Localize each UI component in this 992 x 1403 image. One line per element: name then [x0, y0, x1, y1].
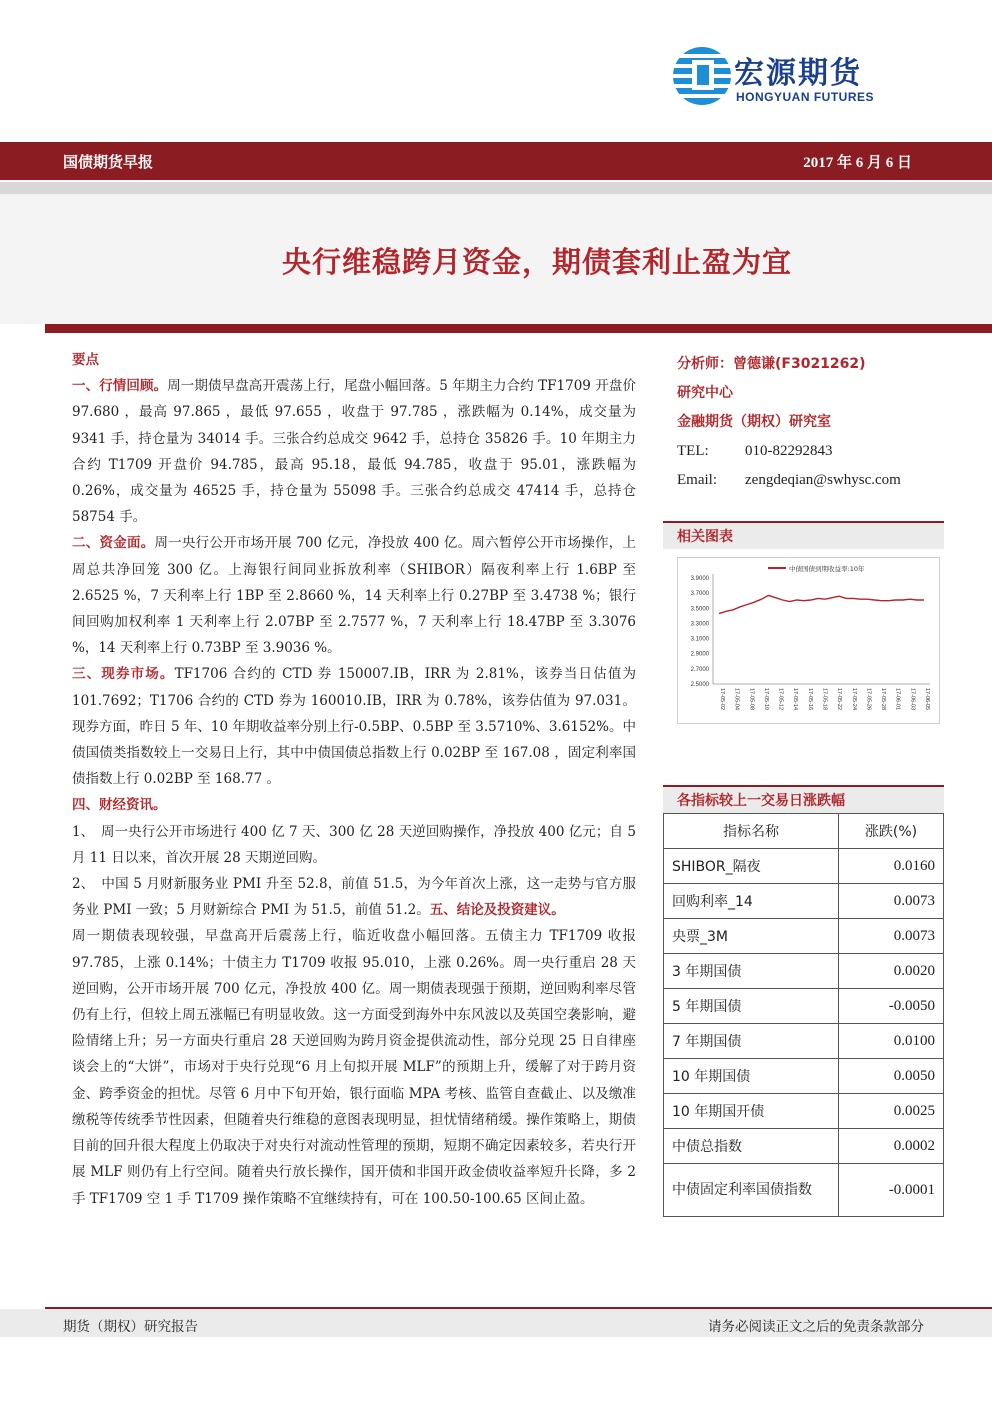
table-section-header [663, 785, 944, 813]
indicator-change: 0.0073 [839, 884, 944, 919]
indicator-table [663, 813, 944, 1217]
indicator-name: 10 年期国债 [664, 1059, 839, 1094]
table-row [664, 1129, 944, 1164]
section-text: 周一期债早盘高开震荡上行，尾盘小幅回落。5 年期主力合约 TF1709 开盘价 97.680 ，最高 97.865 ，最低 97.655 ，收盘于 97.785 ，涨跌幅为 0.14%，成交量为 9341 手，持仓量为 34014 手。三张合约总成交 9642 手，总持仓 35826 手。10 年期主力合约 T1709 开盘价 94.785，最高 95.18，最低 94.785，收盘于 95.01，涨跌幅为 0.26%，成交量为 46525 手，持仓量为 55098 手。三张合约总成交 47414 手，总持仓 58754 手。 [72, 378, 636, 526]
indicator-change: 0.0073 [839, 919, 944, 954]
table-row [664, 1094, 944, 1129]
indicator-change: -0.0050 [839, 989, 944, 1024]
footer-bar [0, 1309, 992, 1337]
series-line [719, 595, 924, 613]
indicator-name: 央票_3M [664, 919, 839, 954]
section-news [72, 792, 636, 818]
news-item [72, 871, 636, 923]
table-header-cell: 涨跌(%) [839, 814, 944, 849]
table-row [664, 989, 944, 1024]
indicator-name: 中债固定利率国债指数 [664, 1164, 839, 1217]
table-row [664, 919, 944, 954]
news-text: 2、 中国 5 月财新服务业 PMI 升至 52.8，前值 51.5，为今年首次上涨，这一走势与官方服务业 PMI 一致；5 月财新综合 PMI 为 51.5，前值 51.2。 [72, 876, 636, 919]
table-row [664, 1024, 944, 1059]
analyst-tel [677, 437, 947, 466]
x-tick-label: 17-06-05 [924, 688, 930, 711]
section-heading: 五、结论及投资建议。 [429, 902, 565, 919]
table-header-cell: 指标名称 [664, 814, 839, 849]
company-logo [672, 40, 922, 120]
table-row [664, 884, 944, 919]
indicator-name: SHIBOR_隔夜 [664, 849, 839, 884]
indicator-name: 5 年期国债 [664, 989, 839, 1024]
logo-cn-text: 宏源期货 [734, 56, 862, 91]
legend-label: 中债国债到期收益率:10年 [789, 565, 865, 573]
x-tick-label: 17-05-16 [806, 688, 813, 711]
page-title: 央行维稳跨月资金，期债套利止盈为宜 [281, 245, 792, 279]
tel-label: TEL: [677, 443, 709, 459]
x-tick-label: 17-05-02 [719, 688, 725, 711]
y-tick-label: 2.5000 [690, 682, 709, 688]
report-body [72, 347, 636, 1212]
analyst-unit: 金融期货（期权）研究室 [677, 414, 831, 430]
report-date: 2017 年 6 月 6 日 [803, 155, 912, 171]
section-heading: 二、资金面。 [72, 535, 155, 552]
section-market-review [72, 373, 636, 530]
indicator-change: 0.0100 [839, 1024, 944, 1059]
title-divider [45, 324, 992, 333]
y-tick-label: 3.7000 [690, 591, 709, 598]
table-row [664, 1059, 944, 1094]
report-header-bar [0, 142, 992, 180]
logo-en-text: HONGYUAN FUTURES [736, 90, 875, 104]
indicator-name: 3 年期国债 [664, 954, 839, 989]
x-tick-label: 17-06-01 [894, 688, 901, 711]
y-tick-label: 2.7000 [690, 666, 709, 673]
section-heading: 一、行情回顾。 [72, 378, 168, 395]
section-cash-bond [72, 661, 636, 792]
table-row [664, 954, 944, 989]
indicator-change: -0.0001 [839, 1164, 944, 1217]
x-tick-label: 17-05-12 [777, 688, 784, 711]
yield-chart [677, 557, 940, 724]
section-conclusion-text: 周一期债表现较强，早盘高开后震荡上行，临近收盘小幅回落。五债主力 TF1709 收报 97.785，上涨 0.14%；十债主力 T1709 收报 95.010，上涨 0.26%。周一央行重启 28 天逆回购，公开市场开展 700 亿元，净投放 400 亿。周一期债表现强于预期，逆回购利率尽管仍有上行，但较上周五涨幅已有明显收敛。这一方面受到海外中东风波以及英国空袭影响，避险情绪上升；另一方面央行重启 28 天逆回购为跨月资金提供流动性，部分兑现 25 日自律座谈会上的“大饼”，市场对于央行兑现“6 月上旬拟开展 MLF”的预期上升，缓解了对于跨月资金、跨季资金的担忧。尽管 6 月中下旬开始，银行面临 MPA 考核、监管自查截止、以及缴准缴税等传统季节性因素，但随着央行维稳的意图表现明显，担忧情绪稍缓。操作策略上，期债目前的回升很大程度上仍取决于对央行对流动性管理的预期，短期不确定因素较多，若央行开展 MLF 则仍有上行空间。随着央行放长操作，国开债和非国开政金债收益率短升长降，多 2 手 TF1709 空 1 手 T1709 操作策略不宜继续持有，可在 100.50-100.65 区间止盈。 [72, 928, 636, 1207]
section-heading: 四、财经资讯。 [72, 797, 167, 814]
section-funds [72, 530, 636, 661]
indicator-change: 0.0160 [839, 849, 944, 884]
indicator-change: 0.0020 [839, 954, 944, 989]
table-section-title: 各指标较上一交易日涨跌幅 [677, 793, 845, 809]
indicator-name: 中债总指数 [664, 1129, 839, 1164]
table-row [664, 1164, 944, 1217]
tel-value: 010-82292843 [745, 443, 833, 459]
x-tick-label: 17-05-04 [733, 688, 740, 711]
y-tick-label: 3.5000 [690, 606, 709, 613]
indicator-change: 0.0025 [839, 1094, 944, 1129]
y-tick-label: 3.9000 [690, 576, 709, 582]
analyst-info [677, 350, 947, 495]
chart-section-title: 相关图表 [677, 529, 733, 545]
y-tick-label: 3.1000 [690, 636, 709, 643]
footer-left: 期货（期权）研究报告 [63, 1319, 198, 1335]
section-heading: 三、现券市场。 [72, 666, 175, 683]
summary-heading: 要点 [72, 352, 99, 368]
y-tick-label: 2.9000 [690, 651, 709, 658]
indicator-name: 回购利率_14 [664, 884, 839, 919]
x-tick-label: 17-05-08 [748, 688, 755, 711]
x-tick-label: 17-05-24 [850, 688, 857, 711]
header-divider [0, 182, 992, 194]
indicator-change: 0.0050 [839, 1059, 944, 1094]
x-tick-label: 17-05-26 [865, 688, 872, 711]
x-tick-label: 17-05-10 [762, 688, 769, 711]
indicator-change: 0.0002 [839, 1129, 944, 1164]
x-tick-label: 17-06-03 [909, 688, 916, 711]
x-tick-label: 17-05-28 [880, 688, 887, 711]
email-label: Email: [677, 472, 717, 488]
logo-mark-icon [672, 40, 732, 112]
chart-section-header [663, 521, 944, 549]
x-tick-label: 17-05-18 [821, 688, 828, 711]
indicator-name: 7 年期国债 [664, 1024, 839, 1059]
analyst-email [677, 466, 947, 495]
y-tick-label: 3.3000 [690, 621, 709, 628]
email-value: zengdeqian@swhysc.com [745, 472, 901, 488]
analyst-dept: 研究中心 [677, 385, 733, 401]
table-header-row [664, 814, 944, 849]
table-row [664, 849, 944, 884]
section-text: TF1706 合约的 CTD 券 150007.IB，IRR 为 2.81%，该券当日估值为 101.7692；T1706 合约的 CTD 券为 160010.IB，IRR 为 0.78%，该券估值为 97.031。现券方面，昨日 5 年、10 年期收益率分别上行-0.5BP、0.5BP 至 3.5710%、3.6152%。中债国债类指数较上一交易日上行，其中中债国债总指数上行 0.02BP 至 167.08 ，固定利率国债指数上行 0.02BP 至 168.77 。 [72, 666, 636, 788]
section-text: 周一央行公开市场开展 700 亿元，净投放 400 亿。周六暂停公开市场操作，上周总共净回笼 300 亿。上海银行间同业拆放利率（SHIBOR）隔夜利率上行 1.6BP 至 2.6525 %，7 天利率上行 1BP 至 2.8660 %，14 天利率上行 0.27BP 至 3.4738 %；银行间回购加权利率 1 天利率上行 2.07BP 至 2.7577 %，7 天利率上行 18.47BP 至 3.3076 %，14 天利率上行 0.73BP 至 3.9036 %。 [72, 535, 637, 657]
news-item: 1、 周一央行公开市场进行 400 亿 7 天、300 亿 28 天逆回购操作，净投放 400 亿元；自 5 月 11 日以来，首次开展 28 天期逆回购。 [72, 823, 636, 866]
report-type: 国债期货早报 [63, 153, 154, 171]
chart-svg [678, 558, 939, 723]
x-tick-label: 17-05-14 [792, 688, 799, 711]
footer-right: 请务必阅读正文之后的免责条款部分 [708, 1319, 924, 1335]
x-tick-label: 17-05-22 [836, 688, 843, 711]
analyst-name: 分析师：曾德谦(F3021262) [677, 356, 866, 372]
indicator-name: 10 年期国开债 [664, 1094, 839, 1129]
